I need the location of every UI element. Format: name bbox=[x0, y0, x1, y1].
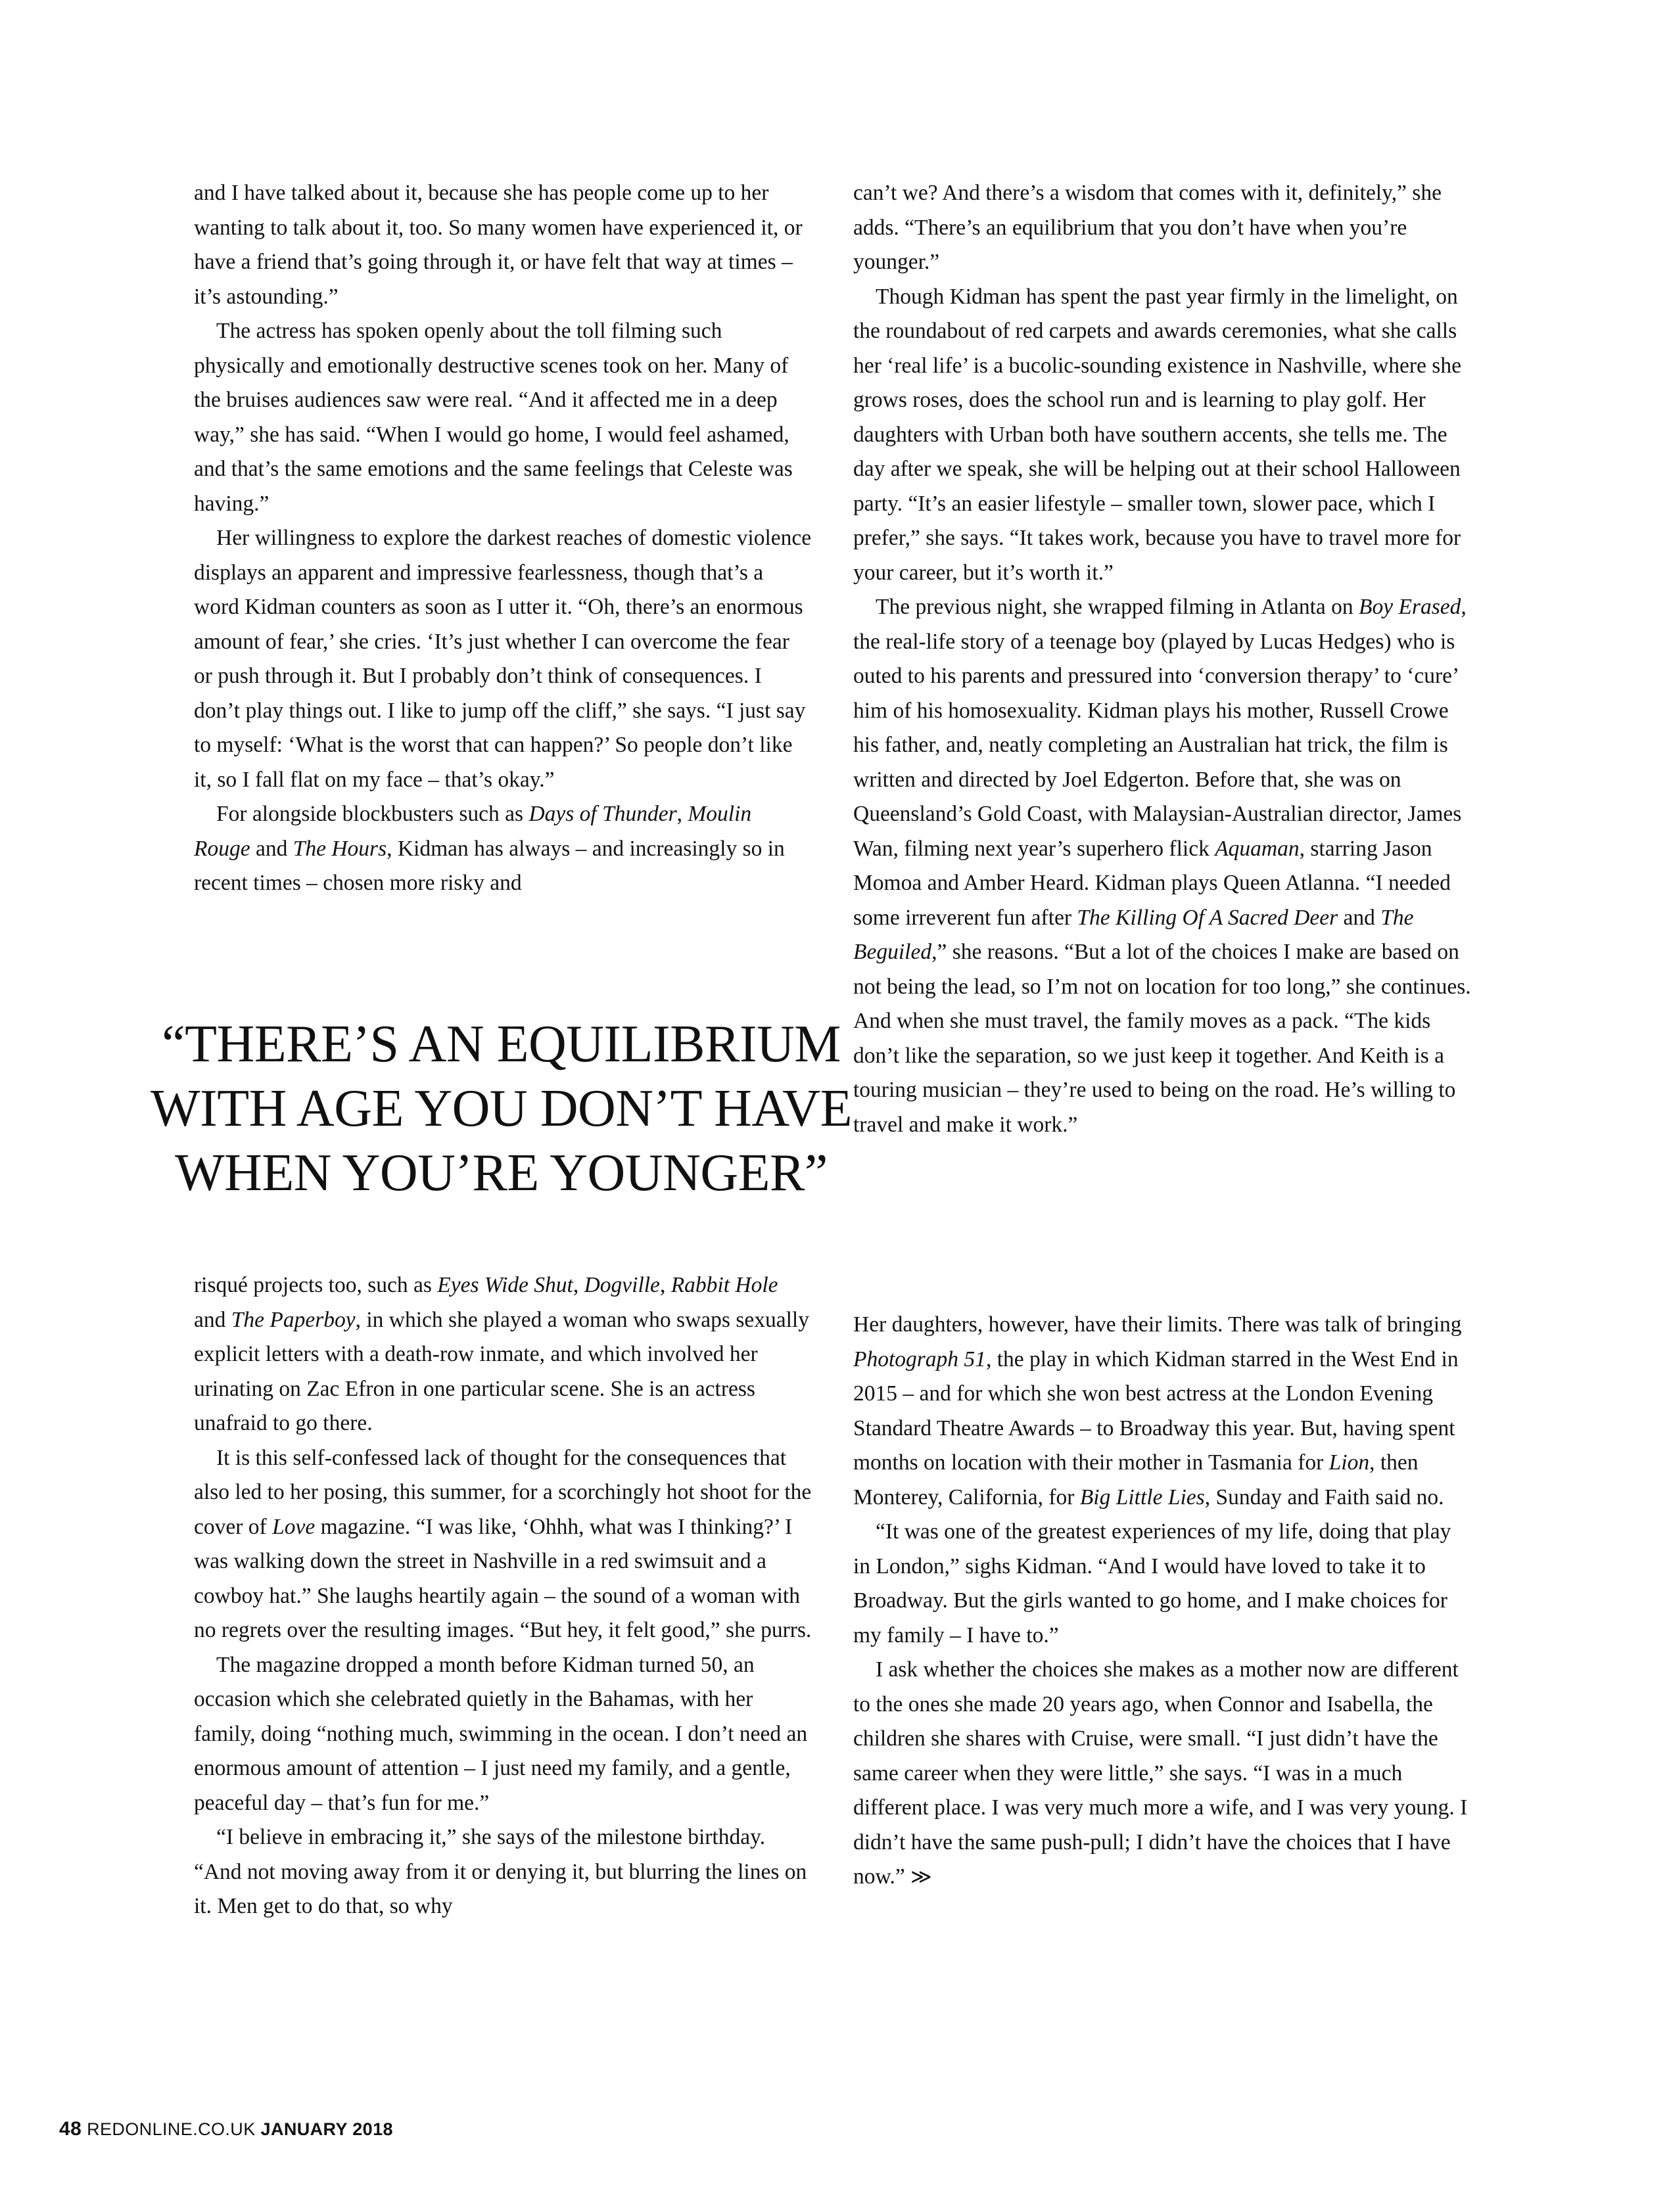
title-italic: The Killing Of A Sacred Deer bbox=[1077, 905, 1338, 930]
pull-quote-line-2: WITH AGE YOU DON’T HAVE bbox=[151, 1080, 852, 1138]
paragraph: The actress has spoken openly about the toll filming such physically and emotionally destructive scenes took on her. Many of the bruises audiences saw were real. “And it affected me in a deep way,” she has said. “When I would go home, I would feel ashamed, and that’s the same emotions and the same feelings that Celeste was having.” bbox=[194, 319, 793, 516]
title-italic: Dogville bbox=[584, 1273, 660, 1297]
text-run: and bbox=[250, 836, 293, 861]
paragraph bbox=[194, 797, 812, 901]
left-column-top bbox=[194, 176, 812, 901]
text-run: and bbox=[194, 1307, 231, 1332]
text-run: , the real-life story of a teenage boy (played by Lucas Hedges) who is outed to his parents and pressured into ‘conversion therapy’ to ‘cure’ him of his homosexuality. Kidman plays his mother, Russell Crowe his father, and, neatly completing an Australian hat trick, the film is written and directed by Joel Edgerton. Before that, she was on Queensland’s Gold Coast, with Malaysian-Australian director, James Wan, filming next year’s superhero flick bbox=[853, 595, 1467, 861]
right-column-top bbox=[853, 176, 1471, 1142]
paragraph: “I believe in embracing it,” she says of the milestone birthday. “And not moving away from it or denying it, but blurring the lines on it. Men get to do that, so why bbox=[194, 1825, 807, 1918]
title-italic: The Paperboy bbox=[231, 1307, 356, 1332]
publication-url: REDONLINE.CO.UK bbox=[87, 2119, 256, 2139]
text-run: Her daughters, however, have their limits. There was talk of bringing bbox=[853, 1312, 1462, 1337]
title-italic: Aquaman bbox=[1215, 836, 1300, 861]
continuation-arrow-icon: ≫ bbox=[910, 1865, 932, 1888]
title-italic: Lion bbox=[1328, 1450, 1370, 1475]
title-italic: Moulin Rouge bbox=[194, 802, 752, 861]
paragraph bbox=[853, 1308, 1471, 1515]
page-number: 48 bbox=[59, 2118, 82, 2140]
text-run: risqué projects too, such as bbox=[194, 1273, 438, 1297]
title-italic: Big Little Lies bbox=[1079, 1485, 1205, 1509]
text-run: magazine. “I was like, ‘Ohhh, what was I thinking?’ I was walking down the street in Nashville in a red swimsuit and a cowboy hat.” She laughs heartily again – the sound of a woman with no regrets over the resulting images. “But hey, it felt good,” she purrs. bbox=[194, 1514, 812, 1642]
paragraph: Her willingness to explore the darkest reaches of domestic violence displays an apparent and impressive fearlessness, though that’s a word Kidman counters as soon as I utter it. “Oh, there’s an enormous amount of fear,’ she cries. ‘It’s just whether I can overcome the fear or push through it. But I probably don’t think of consequences. I don’t play things out. I like to jump off the cliff,” she says. “I just say to myself: ‘What is the worst that can happen?’ So people don’t like it, so I fall flat on my face – that’s okay.” bbox=[194, 526, 812, 792]
text-run: , the play in which Kidman starred in the West End in 2015 – and for which she won best actress at the London Evening Standard Theatre Awards – to Broadway this year. But, having spent months on location with their mother in Tasmania for bbox=[853, 1347, 1459, 1475]
pull-quote bbox=[79, 1012, 924, 1205]
title-italic: Rabbit Hole bbox=[670, 1273, 778, 1297]
text-run: It is this self-confessed lack of thought for the consequences that also led to her posing, this summer, for a scorchingly hot shoot for the cover of bbox=[194, 1445, 812, 1539]
text-run: ,” she reasons. “But a lot of the choices I make are based on not being the lead, so I’m not on location for too long,” she continues. And when she must travel, the family moves as a pack. “The kids don’t like the separation, so we just keep it together. And Keith is a touring musician – they’re used to being on the road. He’s willing to travel and make it work.” bbox=[853, 940, 1471, 1137]
paragraph: can’t we? And there’s a wisdom that comes with it, definitely,” she adds. “There’s an equilibrium that you don’t have when you’re younger.” bbox=[853, 181, 1442, 274]
issue-date: JANUARY 2018 bbox=[260, 2119, 393, 2139]
text-run: The previous night, she wrapped filming in Atlanta on bbox=[876, 595, 1359, 619]
text-run: , Sunday and Faith said no. bbox=[1204, 1485, 1444, 1509]
text-run: , starring Jason Momoa and Amber Heard. Kidman plays Queen Atlanna. “I needed some irreverent fun after bbox=[853, 836, 1451, 930]
page-footer bbox=[59, 2118, 393, 2140]
right-column-bottom bbox=[853, 1308, 1471, 1895]
title-italic: Eyes Wide Shut bbox=[437, 1273, 573, 1297]
paragraph: Though Kidman has spent the past year firmly in the limelight, on the roundabout of red carpets and awards ceremonies, what she calls her ‘real life’ is a bucolic-sounding existence in Nashville, where she grows roses, does the school run and is learning to play golf. Her daughters with Urban both have southern accents, she tells me. The day after we speak, she will be helping out at their school Halloween party. “It’s an easier lifestyle – smaller town, slower pace, which I prefer,” she says. “It takes work, because you have to travel more for your career, but it’s worth it.” bbox=[853, 284, 1461, 585]
title-italic: Photograph 51 bbox=[853, 1347, 986, 1371]
pull-quote-line-1: “THERE’S AN EQUILIBRIUM bbox=[162, 1015, 841, 1073]
text-run: , then Monterey, California, for bbox=[853, 1450, 1419, 1509]
text-run: , bbox=[659, 1273, 671, 1297]
text-run: , Kidman has always – and increasingly so in recent times – chosen more risky and bbox=[194, 836, 785, 895]
text-run: and bbox=[1338, 905, 1381, 930]
pull-quote-line-3: WHEN YOU’RE YOUNGER” bbox=[175, 1144, 828, 1202]
title-italic: The Hours bbox=[293, 836, 387, 861]
text-run: I ask whether the choices she makes as a mother now are different to the ones she made 20 years ago, when Connor and Isabella, the children she shares with Cruise, were small. “I just didn’t have the same career when they were little,” she says. “I was in a much different place. I was very much more a wife, and I was very young. I didn’t have the same push-pull; I didn’t have the choices that I have now.” bbox=[853, 1657, 1468, 1889]
title-italic: The Beguiled bbox=[853, 905, 1414, 964]
title-italic: Love bbox=[272, 1514, 316, 1539]
title-italic: Days of Thunder bbox=[529, 802, 677, 826]
paragraph: The magazine dropped a month before Kidman turned 50, an occasion which she celebrated quietly in the Bahamas, with her family, doing “nothing much, swimming in the ocean. I don’t need an enormous amount of attention – I just need my family, and a gentle, peaceful day – that’s fun for me.” bbox=[194, 1652, 808, 1815]
text-run: , in which she played a woman who swaps sexually explicit letters with a death-row inmate, and which involved her urinating on Zac Efron in one particular scene. She is an actress unafraid to go there. bbox=[194, 1307, 809, 1435]
text-run: For alongside blockbusters such as bbox=[216, 802, 529, 826]
text-run: , bbox=[573, 1273, 584, 1297]
paragraph bbox=[194, 1441, 812, 1648]
paragraph bbox=[853, 1653, 1471, 1895]
paragraph bbox=[853, 590, 1471, 1142]
paragraph: and I have talked about it, because she has people come up to her wanting to talk about it, too. So many women have experienced it, or have a friend that’s going through it, or have felt that way at times – it’s astounding.” bbox=[194, 181, 803, 309]
text-run: , bbox=[676, 802, 688, 826]
left-column-bottom bbox=[194, 1268, 812, 1924]
paragraph: “It was one of the greatest experiences of my life, doing that play in London,” sighs Kidman. “And I would have loved to take it to Broadway. But the girls wanted to go home, and I make choices for my family – I have to.” bbox=[853, 1519, 1451, 1647]
paragraph bbox=[194, 1268, 812, 1441]
title-italic: Boy Erased bbox=[1359, 595, 1461, 619]
